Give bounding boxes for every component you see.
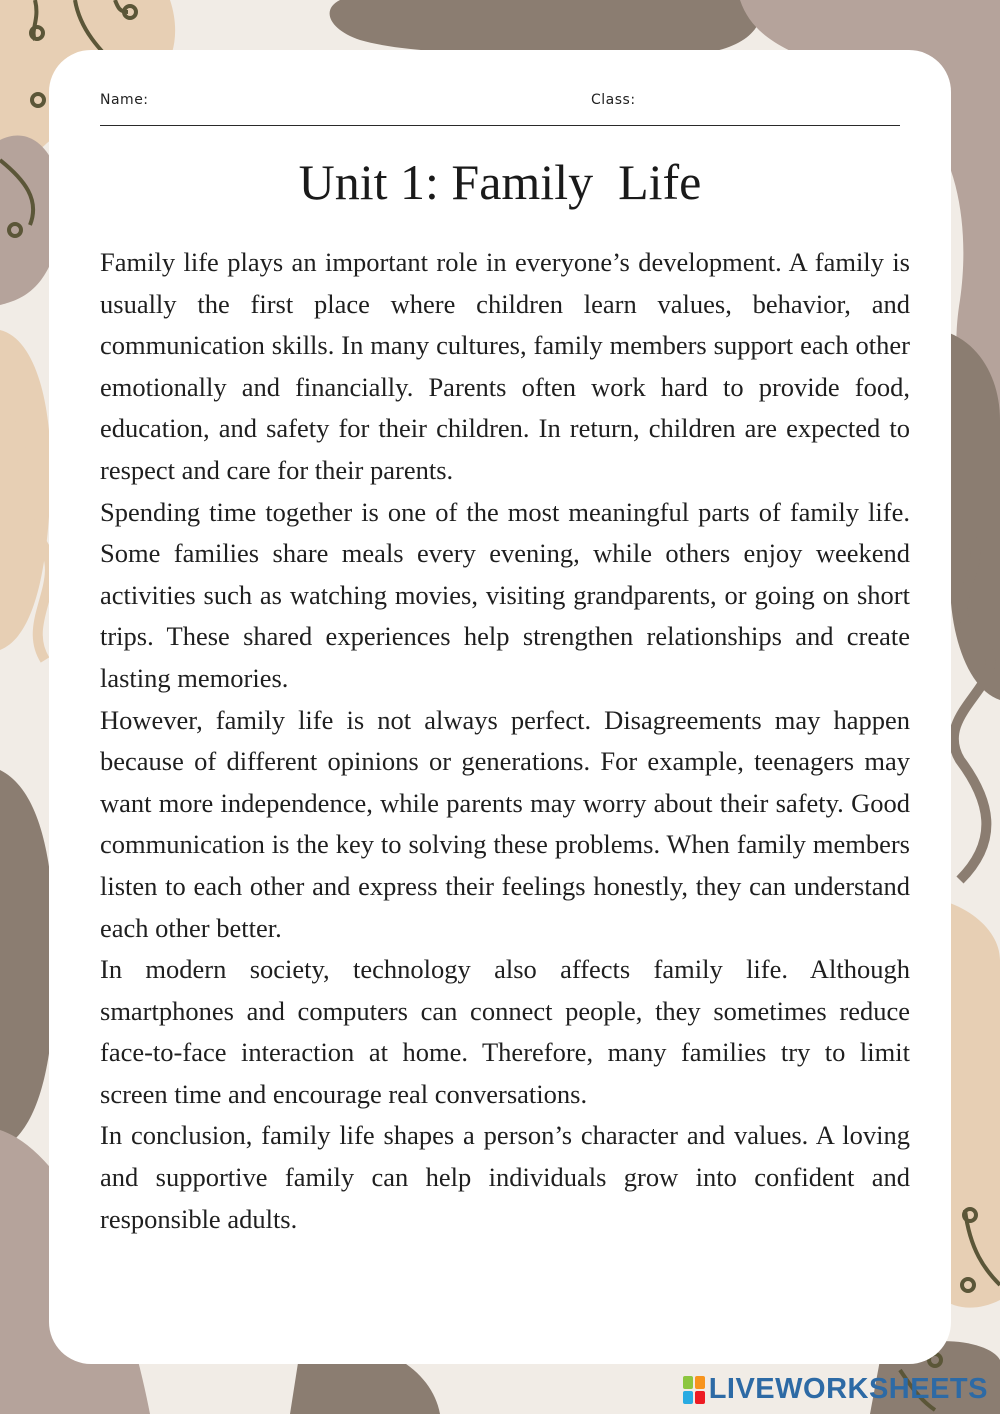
background-blob: [0, 770, 55, 1150]
liveworksheets-logo-icon: [683, 1376, 705, 1404]
header-divider: [100, 125, 900, 126]
reading-passage: [100, 242, 910, 1240]
header-row: [100, 90, 900, 130]
paragraph-2: Spending time together is one of the most meaningful parts of family life. Some families share meals every evening, while others enjoy weekend activities such as watching movies, visiting grandparents, or going on short trips. These shared experiences help strengthen relationships and create lasting memories.: [100, 496, 910, 693]
brand-name: LIVEWORKSHEETS: [708, 1373, 988, 1405]
paragraph-1: Family life plays an important role in everyone’s development. A family is usually the first place where children learn values, behavior, and communication skills. In many cultures, family members support each other emotionally and financially. Parents often work hard to provide food, education, and safety for their children. In return, children are expected to respect and care for their parents.: [100, 247, 910, 485]
worksheet-card: [49, 50, 951, 1364]
liveworksheets-brand[interactable]: [683, 1373, 988, 1406]
class-label: Class:: [591, 92, 636, 108]
page-title: Unit 1: Family Life: [298, 154, 702, 210]
paragraph-4: In modern society, technology also affects family life. Although smartphones and computers can connect people, they sometimes reduce face-to-face interaction at home. Therefore, many families try to limit screen time and encourage real conversations.: [100, 954, 910, 1109]
background-blob: [330, 0, 762, 56]
name-label: Name:: [100, 92, 149, 108]
paragraph-3: However, family life is not always perfect. Disagreements may happen because of different opinions or generations. For example, teenagers may want more independence, while parents may worry about their safety. Good communication is the key to solving these problems. When family members listen to each other and express their feelings honestly, they can understand each other better.: [100, 704, 910, 943]
paragraph-5: In conclusion, family life shapes a person’s character and values. A loving and supportive family can help individuals grow into confident and responsible adults.: [100, 1120, 910, 1234]
